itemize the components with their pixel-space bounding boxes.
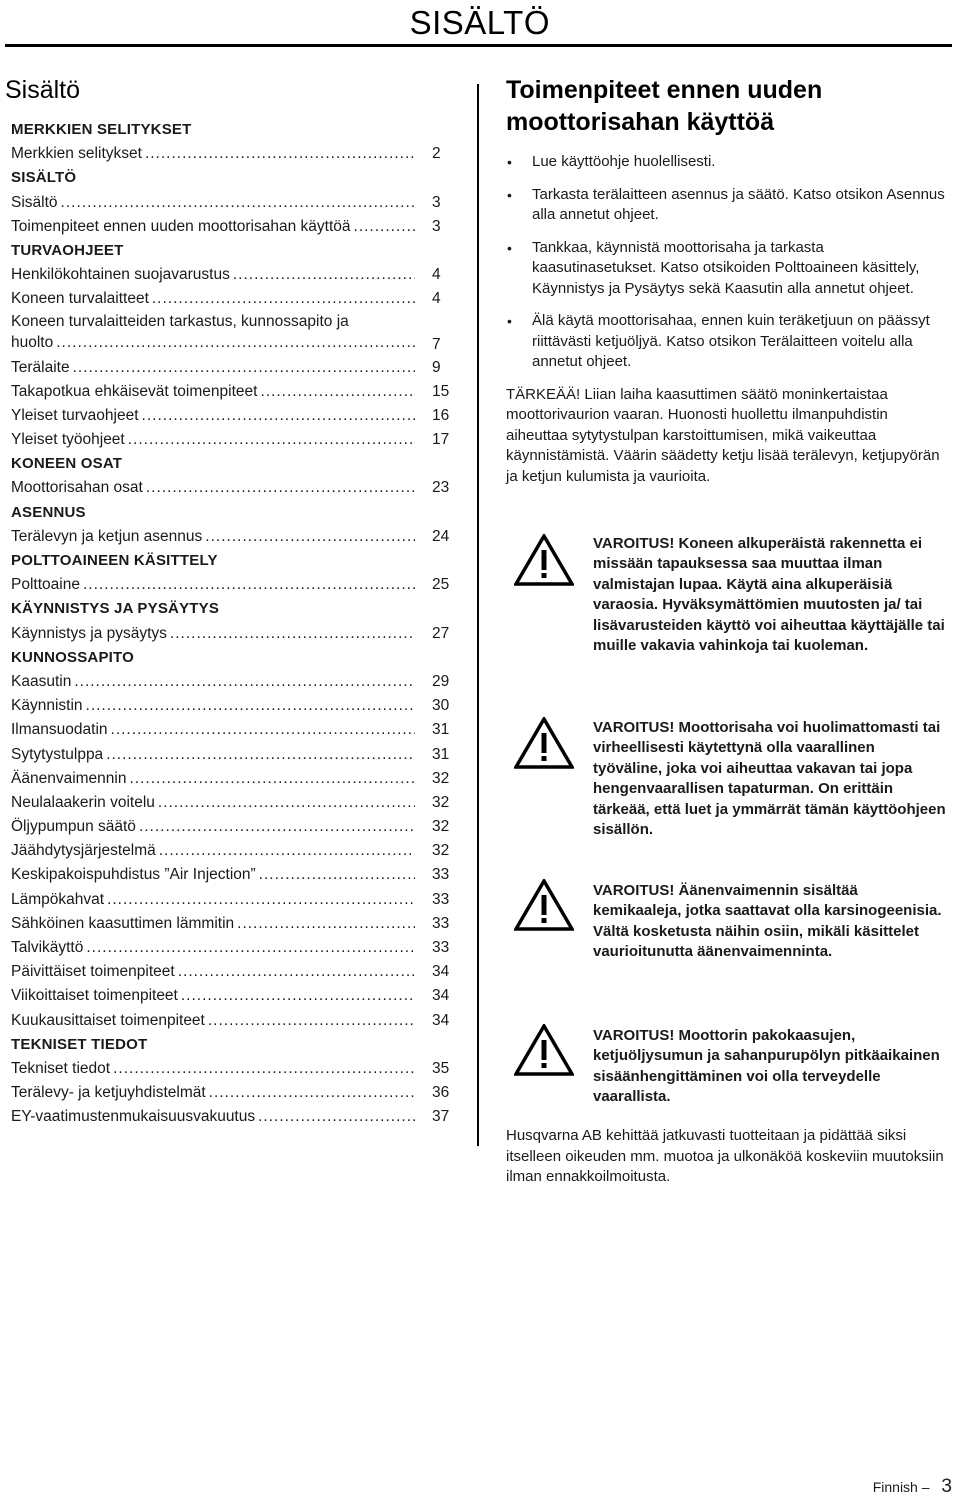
toc-leader-dots [354,215,415,239]
toc-leader-dots [129,767,415,791]
toc-entry-label: Ilmansuodatin [11,721,108,739]
toc-entry [11,1105,461,1129]
column-divider [477,84,479,1146]
toc-entry-label: Koneen turvalaitteiden tarkastus, kunnossapito ja [11,312,349,330]
toc-entry-line [11,380,415,404]
checklist [506,152,946,373]
toc-entry [11,573,461,597]
toc-page-number: 16 [432,406,450,424]
toc-entry [11,287,461,311]
warning-text: VAROITUS! Koneen alkuperäistä rakennetta ei missään tapauksessa saa muuttaa ilman valmistajan lupaa. Käytä aina alkuperäisiä varaosia. Hyväksymättömien muutosten ja/ tai lisävarusteiden käyttö voi aiheuttaa käyttäjälle tai muille vakavia vahinkoja tai kuoleman. [593,535,945,655]
toc-entry-line [11,428,415,452]
toc-entry-line [11,960,415,984]
toc-entry [11,936,461,960]
toc-page-number: 35 [432,1059,450,1077]
toc-page-number: 34 [432,987,450,1005]
page-footer [873,1476,952,1494]
toc-entry-label: Äänenvaimennin [11,769,127,787]
toc-page-number: 37 [432,1108,450,1126]
toc-entry [11,743,461,767]
toc-entry-line [11,287,415,311]
toc-leader-dots [74,670,415,694]
list-item: • Tankkaa, käynnistä moottorisaha ja tarkasta kaasutinasetukset. Katso otsikoiden Polttoaineen käsittely, Käynnistys ja Pysäytys sekä Kaasutin alla annetut ohjeet. [506,238,946,300]
toc-section-heading: TURVAOHJEET [11,241,124,259]
toc-page-number: 3 [432,217,441,235]
toc-entry-line [11,525,415,549]
toc-entry-label: Sähköinen kaasuttimen lämmitin [11,914,235,932]
toc-entry-line [11,984,415,1008]
footer-language: Finnish [872,1479,918,1494]
toc-page-number: 32 [432,818,450,836]
toc-page-number: 3 [432,193,441,211]
toc-section-heading: SISÄLTÖ [11,169,77,187]
toc-leader-dots [83,573,415,597]
toc-page-number: 7 [432,335,441,353]
toc-entry-label: Toimenpiteet ennen uuden moottorisahan käyttöä [11,217,351,235]
toc-leader-dots [146,476,415,500]
toc-leader-dots [73,356,415,380]
toc-entry-label: Kaasutin [11,672,72,690]
toc-entry-label: Moottorisahan osat [11,479,143,497]
toc-entry-label: EY-vaatimustenmukaisuusvakuutus [11,1108,256,1126]
toc-leader-dots [159,839,415,863]
toc-entry-label: Terälevyn ja ketjun asennus [11,527,203,545]
toc-entry-label: Keskipakoispuhdistus ”Air Injection” [11,866,256,884]
toc-entry [11,622,461,646]
toc-entry [11,476,461,500]
toc-entry-line [11,791,415,815]
toc-entry-label: Neulalaakerin voitelu [11,793,155,811]
toc-leader-dots [113,1057,415,1081]
toc-leader-dots [158,791,415,815]
toc-leader-dots [61,191,415,215]
main-content [506,72,946,487]
toc-leader-dots [56,332,415,354]
toc-entry [11,718,461,742]
toc-entry-line [11,1081,415,1105]
toc-entry-line [11,356,415,380]
toc-leader-dots [86,694,415,718]
toc-entry-label: Jäähdytysjärjestelmä [11,842,156,860]
toc-section-heading: POLTTOAINEEN KÄSITTELY [11,552,218,569]
toc-leader-dots [233,263,415,287]
toc-entry-label: Henkilökohtainen suojavarustus [11,266,230,284]
toc-entry-line [11,332,415,354]
toc-entry [11,1009,461,1033]
toc-page-number: 31 [432,721,450,739]
footer-dash: – [921,1479,930,1494]
toc-entry [11,356,461,380]
toc-entry-label: Talvikäyttö [11,939,84,956]
toc-leader-dots [208,1009,415,1033]
list-item: • Lue käyttöohje huolellisesti. [506,152,946,173]
toc-entry [11,312,461,356]
toc-entry [11,670,461,694]
toc-entry-label: huolto [11,333,54,351]
toc-entry-label: Käynnistin [11,697,83,715]
toc-section-heading: ASENNUS [11,503,86,521]
important-note: TÄRKEÄÄ! Liian laiha kaasuttimen säätö moninkertaistaa moottorivaurion vaaran. Huonosti huollettu ilmanpuhdistin aiheuttaa sytytystulpan karstoittumisen, mikä vaikeuttaa käynnistämistä. Väärin säädetty ketju lisää terälevyn, ketjupyörän ja ketjun kulumista ja vaurioita. [506,385,940,485]
toc-entry-line [11,573,415,597]
toc-entry [11,694,461,718]
toc-page-number: 17 [432,431,450,449]
toc-list [11,118,461,1130]
toc-entry-wrapped [11,312,415,354]
toc-entry-line [11,694,415,718]
toc-entry-line [11,936,415,960]
page-title: SISÄLTÖ [409,4,550,41]
toc-leader-dots [209,1081,415,1105]
toc-entry [11,863,461,887]
toc-entry-line [11,670,415,694]
toc-leader-dots [205,525,415,549]
toc-entry-label: Päivittäiset toimenpiteet [11,963,175,981]
toc-entry-line [11,767,415,791]
toc-page-number: 31 [432,745,450,763]
toc-entry [11,404,461,428]
toc-entry [11,960,461,984]
toc-entry-label: Koneen turvalaitteet [11,290,149,308]
toc-entry-label: Lämpökahvat [11,890,105,908]
toc-entry [11,142,461,166]
toc-page-number: 32 [432,769,450,787]
toc-leader-dots [178,960,415,984]
toc-entry-label: Takapotkua ehkäisevät toimenpiteet [11,382,258,400]
toc-entry [11,191,461,215]
toc-page-number: 33 [432,890,450,908]
toc-entry-line [11,263,415,287]
toc-entry-line [11,1105,415,1129]
list-item: • Älä käytä moottorisahaa, ennen kuin teräketjuun on päässyt riittävästi ketjuöljyä. Katso otsikon Terälaitteen voitelu alla annetut ohjeet. [506,311,946,373]
toc-entry-label: Tekniset tiedot [11,1059,111,1077]
toc-entry-label: Öljypumpun säätö [11,818,136,836]
toc-entry-line [11,815,415,839]
toc-leader-dots [128,428,415,452]
toc-title: Sisältö [5,76,81,104]
warning-triangle-icon [514,534,574,586]
toc-page-number: 33 [432,939,450,956]
warning-triangle-icon [514,1024,574,1076]
toc-page-number: 34 [432,963,450,981]
toc-page-number: 29 [432,672,450,690]
toc-entry-line [11,142,415,166]
toc-entry-line [11,404,415,428]
toc-page-number: 4 [432,290,441,308]
toc-entry-line [11,912,415,936]
toc-section-heading: KÄYNNISTYS JA PYSÄYTYS [11,600,220,618]
toc-entry [11,888,461,912]
toc-entry-line [11,191,415,215]
toc-page-number: 24 [432,527,450,545]
toc-entry-label: Käynnistys ja pysäytys [11,624,167,642]
toc-section-heading: KUNNOSSAPITO [11,648,134,666]
toc-leader-dots [170,622,415,646]
toc-page-number: 25 [432,576,450,594]
toc-page-number: 36 [432,1084,450,1102]
toc-leader-dots [152,287,415,311]
toc-entry [11,839,461,863]
toc-page-number: 33 [432,866,450,884]
toc-page-number: 23 [432,479,450,497]
warning-text: VAROITUS! Moottorin pakokaasujen, ketjuöljysumun ja sahanpurupölyn pitkäaikainen sisäänhengittäminen voi olla terveydelle vaarallista. [593,1027,940,1106]
toc-page-number: 2 [432,145,441,163]
page-header [0,0,960,48]
toc-entry-line [11,215,415,239]
toc-entry-line [11,743,415,767]
toc-entry-line [11,718,415,742]
toc-entry [11,815,461,839]
toc-entry-label: Merkkien selitykset [11,145,142,163]
toc-page-number: 32 [432,842,450,860]
toc-entry [11,912,461,936]
warning-text: VAROITUS! Äänenvaimennin sisältää kemikaaleja, jotka saattavat olla karsinogeenisia. Vältä kosketusta näihin osiin, mikäli käsittelet vaurioitunutta äänenvaimenninta. [593,882,942,961]
toc-entry-line [11,1057,415,1081]
toc-leader-dots [258,1105,415,1129]
toc-leader-dots [106,743,415,767]
toc-entry-label: Sytytystulppa [11,745,104,763]
toc-page-number: 30 [432,697,450,715]
toc-page-number: 27 [432,624,450,642]
toc-leader-dots [181,984,415,1008]
toc-entry-label: Terälaite [11,358,70,376]
toc-entry [11,791,461,815]
toc-leader-dots [111,718,415,742]
toc-page-number: 9 [432,358,441,376]
toc-leader-dots [145,142,415,166]
section-title: Toimenpiteet ennen uuden moottorisahan käyttöä [506,76,823,136]
toc-section-heading: TEKNISET TIEDOT [11,1035,148,1053]
toc-section-heading: KONEEN OSAT [11,455,123,473]
toc-entry [11,525,461,549]
page-number: 3 [941,1476,952,1494]
toc-leader-dots [237,912,415,936]
toc-entry-label: Yleiset turvaohjeet [11,406,139,424]
toc-entry [11,428,461,452]
toc-leader-dots [139,815,415,839]
toc-page-number: 4 [432,266,441,284]
warning-triangle-icon [514,717,574,769]
toc-entry-line [11,839,415,863]
toc-entry [11,1057,461,1081]
list-item: • Tarkasta terälaitteen asennus ja säätö. Katso otsikon Asennus alla annetut ohjeet. [506,185,946,226]
toc-entry [11,215,461,239]
toc-page-number: 34 [432,1011,450,1029]
toc-section-heading: MERKKIEN SELITYKSET [11,121,192,138]
toc-entry [11,1081,461,1105]
toc-leader-dots [260,380,415,404]
toc-entry [11,380,461,404]
toc-entry-label: Yleiset työohjeet [11,431,125,449]
toc-leader-dots [107,888,415,912]
toc-leader-dots [259,863,415,887]
toc-page-number: 33 [432,914,450,932]
toc-entry-label: Viikoittaiset toimenpiteet [11,987,178,1005]
toc-entry-line [11,476,415,500]
toc-entry [11,984,461,1008]
warning-triangle-icon [514,879,574,931]
disclaimer-note: Husqvarna AB kehittää jatkuvasti tuotteitaan ja pidättää siksi itselleen oikeuden mm. muotoa ja ulkonäköä koskeviin muutoksiin ilman ennakkoilmoitusta. [506,1127,944,1185]
toc-page-number: 15 [432,382,450,400]
toc-leader-dots [142,404,415,428]
toc-entry [11,263,461,287]
toc-entry-label: Sisältö [11,193,58,211]
toc-entry-line [11,863,415,887]
toc-entry-line [11,622,415,646]
header-rule [5,44,952,47]
toc-entry-label: Kuukausittaiset toimenpiteet [11,1011,205,1029]
toc-entry-label: Terälevy- ja ketjuyhdistelmät [11,1084,206,1102]
toc-entry [11,767,461,791]
toc-entry-line [11,1009,415,1033]
toc-leader-dots [86,936,415,960]
toc-entry-line [11,888,415,912]
toc-page-number: 32 [432,793,450,811]
warning-text: VAROITUS! Moottorisaha voi huolimattomasti tai virheellisesti käytettynä olla vaarallinen työväline, joka voi aiheuttaa vakavan tai jopa hengenvaarallisen tapaturman. On erittäin tärkeää, että luet ja ymmärrät tämän käyttöohjeen sisällön. [593,719,946,839]
toc-entry-label: Polttoaine [11,576,80,594]
